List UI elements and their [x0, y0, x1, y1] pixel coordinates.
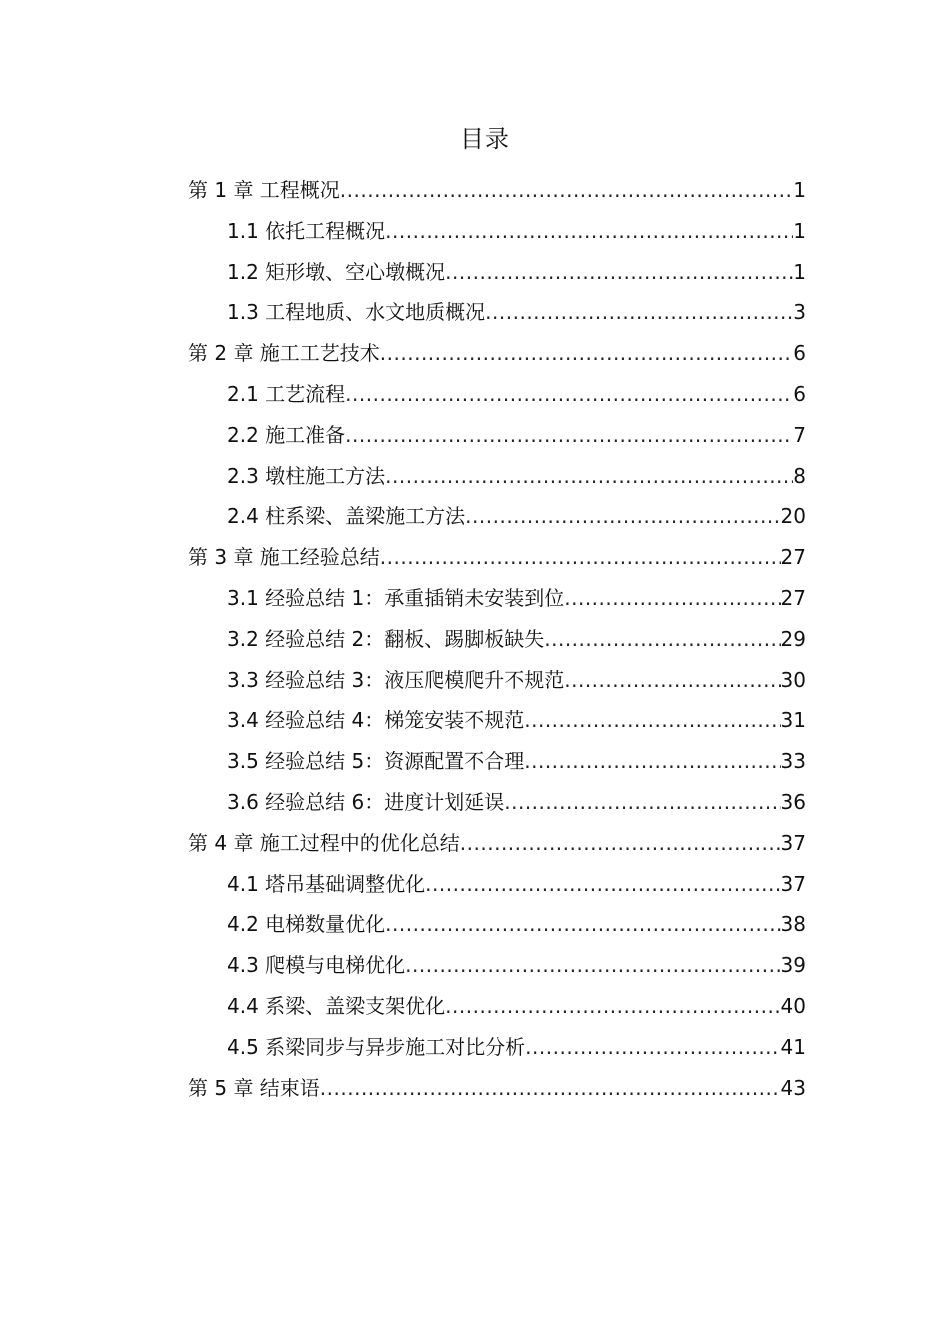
- toc-entry-label: 4.3 爬模与电梯优化: [227, 953, 406, 978]
- toc-section-entry[interactable]: [188, 864, 806, 905]
- toc-page-number: 8: [793, 463, 806, 488]
- toc-entry-label: 第 4 章 施工过程中的优化总结: [188, 830, 460, 855]
- toc-entry-label: 1.3 工程地质、水文地质概况: [227, 300, 486, 325]
- toc-page-number: 43: [780, 1075, 806, 1100]
- toc-entry-label: 3.3 经验总结 3：液压爬模爬升不规范: [227, 667, 565, 692]
- toc-section-entry[interactable]: [188, 741, 806, 782]
- toc-page-number: 3: [793, 300, 806, 325]
- toc-dot-leader: [385, 211, 793, 251]
- toc-section-entry[interactable]: [188, 660, 806, 701]
- toc-entry-label: 4.4 系梁、盖梁支架优化: [227, 993, 446, 1018]
- toc-page-number: 38: [780, 912, 806, 937]
- toc-dot-leader: [345, 415, 793, 455]
- toc-page-number: 27: [780, 545, 806, 570]
- toc-title: 目录: [460, 125, 510, 153]
- toc-section-entry[interactable]: [188, 782, 806, 823]
- toc-entry-label: 第 3 章 施工经验总结: [188, 545, 380, 570]
- toc-dot-leader: [465, 496, 780, 536]
- toc-section-entry[interactable]: [188, 496, 806, 537]
- toc-dot-leader: [544, 619, 780, 659]
- toc-page-number: 37: [780, 871, 806, 896]
- toc-dot-leader: [524, 741, 780, 781]
- toc-page-number: 6: [793, 381, 806, 406]
- toc-page-number: 30: [780, 667, 806, 692]
- toc-page-number: 1: [793, 259, 806, 284]
- toc-entry-label: 3.6 经验总结 6：进度计划延误: [227, 789, 505, 814]
- toc-section-entry[interactable]: [188, 211, 806, 252]
- toc-chapter-entry[interactable]: [188, 333, 806, 374]
- toc-page-number: 41: [780, 1034, 806, 1059]
- toc-page-number: 40: [780, 993, 806, 1018]
- toc-dot-leader: [425, 864, 780, 904]
- toc-dot-leader: [345, 374, 793, 414]
- toc-entry-label: 2.2 施工准备: [227, 422, 346, 447]
- toc-entry-label: 3.5 经验总结 5：资源配置不合理: [227, 749, 525, 774]
- toc-entry-label: 第 2 章 施工工艺技术: [188, 341, 380, 366]
- toc-dot-leader: [445, 252, 793, 292]
- toc-entry-label: 3.2 经验总结 2：翻板、踢脚板缺失: [227, 626, 545, 651]
- toc-entry-label: 第 5 章 结束语: [188, 1075, 320, 1100]
- toc-dot-leader: [564, 660, 780, 700]
- toc-entry-label: 3.4 经验总结 4：梯笼安装不规范: [227, 708, 525, 733]
- toc-page-number: 33: [780, 749, 806, 774]
- toc-chapter-entry[interactable]: [188, 170, 806, 211]
- toc-page-number: 1: [793, 178, 806, 202]
- toc-section-entry[interactable]: [188, 374, 806, 415]
- toc-entry-label: 4.2 电梯数量优化: [227, 912, 386, 937]
- toc-section-entry[interactable]: [188, 415, 806, 456]
- toc-entry-label: 3.1 经验总结 1：承重插销未安装到位: [227, 585, 565, 610]
- toc-chapter-entry[interactable]: [188, 1068, 806, 1109]
- toc-section-entry[interactable]: [188, 904, 806, 945]
- toc-section-entry[interactable]: [188, 986, 806, 1027]
- toc-entry-label: 2.1 工艺流程: [227, 381, 346, 406]
- toc-section-entry[interactable]: [188, 292, 806, 333]
- toc-section-entry[interactable]: [188, 578, 806, 619]
- toc-dot-leader: [504, 782, 780, 822]
- toc-dot-leader: [385, 904, 780, 944]
- toc-entry-label: 1.1 依托工程概况: [227, 218, 386, 243]
- toc-page-number: 36: [780, 789, 806, 814]
- toc-entry-label: 2.3 墩柱施工方法: [227, 463, 386, 488]
- toc-entry-label: 4.5 系梁同步与异步施工对比分析: [227, 1034, 526, 1059]
- toc-chapter-entry[interactable]: [188, 823, 806, 864]
- toc-page-number: 37: [780, 830, 806, 855]
- toc-page-number: 29: [780, 626, 806, 651]
- toc-page-number: 1: [793, 218, 806, 243]
- toc-chapter-entry[interactable]: [188, 537, 806, 578]
- table-of-contents: [188, 170, 806, 1108]
- toc-section-entry[interactable]: [188, 619, 806, 660]
- toc-section-entry[interactable]: [188, 456, 806, 497]
- toc-entry-label: 1.2 矩形墩、空心墩概况: [227, 259, 446, 284]
- toc-dot-leader: [380, 333, 793, 373]
- toc-section-entry[interactable]: [188, 1027, 806, 1068]
- toc-page-number: 31: [780, 708, 806, 733]
- toc-entry-label: 第 1 章 工程概况: [188, 178, 340, 202]
- toc-dot-leader: [460, 823, 781, 863]
- toc-dot-leader: [340, 170, 793, 210]
- toc-section-entry[interactable]: [188, 252, 806, 293]
- toc-section-entry[interactable]: [188, 700, 806, 741]
- toc-dot-leader: [564, 578, 780, 618]
- toc-page-number: 7: [793, 422, 806, 447]
- toc-page-number: 39: [780, 953, 806, 978]
- toc-dot-leader: [525, 1027, 780, 1067]
- toc-section-entry[interactable]: [188, 945, 806, 986]
- toc-page-number: 6: [793, 341, 806, 366]
- toc-dot-leader: [320, 1068, 781, 1108]
- toc-page-number: 27: [780, 585, 806, 610]
- toc-dot-leader: [405, 945, 780, 985]
- toc-page-number: 20: [780, 504, 806, 529]
- toc-entry-label: 4.1 塔吊基础调整优化: [227, 871, 426, 896]
- toc-dot-leader: [524, 700, 780, 740]
- toc-entry-label: 2.4 柱系梁、盖梁施工方法: [227, 504, 466, 529]
- toc-dot-leader: [385, 456, 793, 496]
- toc-dot-leader: [485, 292, 793, 332]
- toc-dot-leader: [445, 986, 780, 1026]
- toc-dot-leader: [380, 537, 781, 577]
